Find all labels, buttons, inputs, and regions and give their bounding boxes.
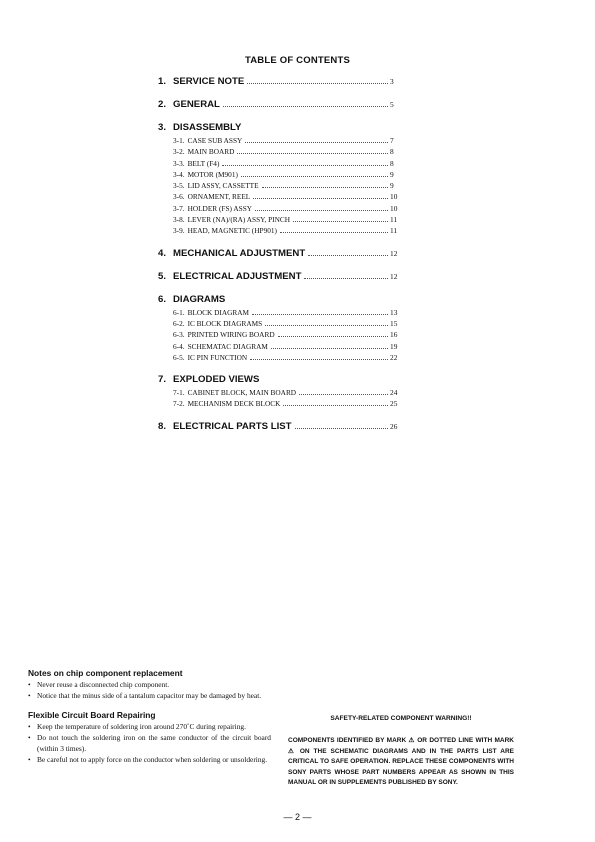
subsection-title: LEVER (NA)/(RA) ASSY, PINCH <box>187 215 290 225</box>
note-text: Never reuse a disconnected chip component. <box>37 680 170 689</box>
toc-section <box>158 99 400 112</box>
page-ref: 11 <box>390 215 398 225</box>
toc-subentry[interactable] <box>158 181 400 192</box>
toc-section <box>158 248 400 261</box>
dot-leader <box>223 106 388 107</box>
toc-subentry[interactable] <box>158 226 400 237</box>
subsection-number: 6-5. <box>173 352 185 362</box>
toc-subentry[interactable] <box>158 147 400 158</box>
toc-entry-electrical-adjustment[interactable] <box>158 271 400 284</box>
page-ref: 24 <box>390 388 398 398</box>
subsection-number: 3-2. <box>173 147 185 157</box>
subsection-title: BELT (F4) <box>187 158 220 168</box>
subsection-number: 3-6. <box>173 192 185 202</box>
subsection-title: IC PIN FUNCTION <box>187 352 248 362</box>
section-title: DISASSEMBLY <box>173 122 242 133</box>
page-ref: 8 <box>390 147 394 157</box>
subsection-number: 7-2. <box>173 399 185 409</box>
subsection-number: 6-2. <box>173 318 185 328</box>
section-number: 8. <box>158 420 167 432</box>
warning-title: SAFETY-RELATED COMPONENT WARNING!! <box>330 715 472 722</box>
toc-section <box>158 294 400 364</box>
bullet: • <box>28 721 31 731</box>
subsection-title: MOTOR (M901) <box>187 169 238 179</box>
page-ref: 3 <box>390 77 394 86</box>
toc-entry-diagrams[interactable] <box>158 294 400 307</box>
section-title: ELECTRICAL PARTS LIST <box>173 420 292 432</box>
note-text: Be careful not to apply force on the conductor when soldering or unsoldering. <box>37 755 268 765</box>
page-ref: 8 <box>390 158 394 168</box>
section-title: EXPLODED VIEWS <box>173 374 260 386</box>
subsection-title: CASE SUB ASSY <box>187 136 243 145</box>
toc-subentry[interactable] <box>158 170 400 181</box>
page-number: — 2 — <box>283 812 312 822</box>
toc-subentry[interactable] <box>158 399 400 410</box>
service-notes <box>28 668 271 774</box>
note-text: Notice that the minus side of a tantalum capacitor may be damaged by heat. <box>37 691 262 701</box>
section-title: DIAGRAMS <box>173 293 226 305</box>
list-item <box>28 721 271 732</box>
toc-section <box>158 271 400 284</box>
page-ref: 10 <box>390 192 398 202</box>
dot-leader <box>262 187 388 188</box>
toc-subentry[interactable] <box>158 388 400 399</box>
note-text: Do not touch the soldering iron on the same conductor of the circuit board (within 3 times). <box>37 732 271 754</box>
toc-entry-mechanical-adjustment[interactable] <box>158 248 400 261</box>
bullet: • <box>28 755 31 765</box>
dot-leader <box>278 336 388 337</box>
subsection-title: ORNAMENT, REEL <box>187 192 251 202</box>
toc-section <box>158 374 400 411</box>
subsection-number: 3-3. <box>173 158 185 168</box>
page-ref: 11 <box>390 226 398 236</box>
chip-notes-heading: Notes on chip component replacement <box>28 668 183 678</box>
dot-leader <box>299 394 388 395</box>
flex-board-heading: Flexible Circuit Board Repairing <box>28 709 156 720</box>
toc-subentry[interactable] <box>158 136 400 147</box>
toc-subentry[interactable] <box>158 342 400 353</box>
section-number: 3. <box>158 122 167 133</box>
warning-body: COMPONENTS IDENTIFIED BY MARK ⚠ OR DOTTED LINE WITH MARK ⚠ ON THE SCHEMATIC DIAGRAMS AND IN THE PARTS LIST ARE CRITICAL TO SAFE OPERATION. REPLACE THESE COMPONENTS WITH SONY PARTS WHOSE PART NUMBERS APPEAR AS SHOWN IN THIS MANUAL OR IN SUPPLEMENTS PUBLISHED BY SONY. <box>288 737 514 787</box>
subsection-number: 3-7. <box>173 203 185 213</box>
dot-leader <box>255 210 388 211</box>
toc-entry-service-note[interactable] <box>158 76 400 89</box>
dot-leader <box>265 325 388 326</box>
dot-leader <box>271 348 388 349</box>
toc-subentry[interactable] <box>158 204 400 215</box>
subsection-number: 3-4. <box>173 169 185 179</box>
section-title: ELECTRICAL ADJUSTMENT <box>173 270 302 282</box>
toc-entry-electrical-parts-list[interactable] <box>158 421 400 434</box>
toc-title: TABLE OF CONTENTS <box>244 55 351 66</box>
subsection-number: 3-1. <box>173 136 185 145</box>
flex-board-list <box>28 721 271 766</box>
toc-section <box>158 421 400 434</box>
subsection-number: 7-1. <box>173 388 185 398</box>
section-number: 5. <box>158 270 167 282</box>
section-number: 4. <box>158 247 167 259</box>
page-ref: 16 <box>390 330 398 340</box>
page-ref: 5 <box>390 100 394 109</box>
dot-leader <box>304 278 388 279</box>
toc-subentry[interactable] <box>158 192 400 203</box>
list-item <box>28 754 271 765</box>
dot-leader <box>283 405 388 406</box>
section-title: MECHANICAL ADJUSTMENT <box>173 247 306 259</box>
dot-leader <box>222 165 388 166</box>
toc-section <box>158 76 400 89</box>
subsection-title: HOLDER (FS) ASSY <box>187 203 253 213</box>
list-item <box>28 679 271 690</box>
section-title: GENERAL <box>173 99 220 110</box>
note-text: Keep the temperature of soldering iron around 270˚C during repairing. <box>37 721 246 731</box>
subsection-title: MECHANISM DECK BLOCK <box>187 399 281 409</box>
page-ref: 26 <box>390 421 398 431</box>
toc-subentry[interactable] <box>158 353 400 364</box>
list-item <box>28 690 271 701</box>
bullet: • <box>28 680 31 689</box>
safety-warning <box>288 715 514 789</box>
page-ref: 12 <box>390 271 398 281</box>
page-ref: 10 <box>390 203 398 213</box>
section-number: 6. <box>158 293 167 305</box>
page-ref: 22 <box>390 352 398 362</box>
section-number: 1. <box>158 76 167 87</box>
dot-leader <box>241 176 388 177</box>
toc-subentry[interactable] <box>158 159 400 170</box>
subsection-title: BLOCK DIAGRAM <box>187 307 249 317</box>
dot-leader <box>295 428 388 429</box>
dot-leader <box>252 314 388 315</box>
page-ref: 13 <box>390 307 398 317</box>
toc-subentry[interactable] <box>158 308 400 319</box>
page-ref: 19 <box>390 341 398 351</box>
subsection-number: 3-5. <box>173 181 185 191</box>
subsection-title: PRINTED WIRING BOARD <box>187 330 275 340</box>
page-ref: 15 <box>390 318 398 328</box>
subsection-number: 3-8. <box>173 215 185 225</box>
bullet: • <box>28 691 31 701</box>
dot-leader <box>293 221 388 222</box>
section-number: 2. <box>158 99 167 110</box>
chip-notes-list <box>28 679 271 702</box>
subsection-number: 3-9. <box>173 226 185 236</box>
page-ref: 12 <box>390 248 398 258</box>
toc-entry-exploded-views[interactable] <box>158 374 400 387</box>
subsection-title: IC BLOCK DIAGRAMS <box>187 318 263 328</box>
page-ref: 7 <box>390 136 394 145</box>
section-number: 7. <box>158 374 167 386</box>
dot-leader <box>308 255 388 256</box>
subsection-title: CABINET BLOCK, MAIN BOARD <box>187 388 297 398</box>
subsection-title: LID ASSY, CASSETTE <box>187 181 259 191</box>
subsection-number: 6-1. <box>173 307 185 317</box>
section-title: SERVICE NOTE <box>173 76 245 87</box>
subsection-title: SCHEMATAC DIAGRAM <box>187 341 268 351</box>
toc-subentry[interactable] <box>158 215 400 226</box>
toc-section <box>158 122 400 238</box>
dot-leader <box>250 359 388 360</box>
page-ref: 25 <box>390 399 398 409</box>
toc-subentry[interactable] <box>158 319 400 330</box>
subsection-title: MAIN BOARD <box>187 147 235 157</box>
dot-leader <box>280 232 388 233</box>
subsection-number: 6-3. <box>173 330 185 340</box>
subsection-title: HEAD, MAGNETIC (HP901) <box>187 226 277 236</box>
dot-leader <box>253 198 388 199</box>
bullet: • <box>28 732 31 742</box>
dot-leader <box>247 83 388 84</box>
list-item <box>28 732 271 755</box>
table-of-contents <box>158 76 400 444</box>
subsection-number: 6-4. <box>173 341 185 351</box>
toc-entry-general[interactable] <box>158 99 400 112</box>
dot-leader <box>237 153 388 154</box>
page-ref: 9 <box>390 169 394 179</box>
toc-subentry[interactable] <box>158 330 400 341</box>
page-ref: 9 <box>390 181 394 191</box>
dot-leader <box>245 142 388 143</box>
toc-entry-disassembly[interactable] <box>158 122 400 135</box>
